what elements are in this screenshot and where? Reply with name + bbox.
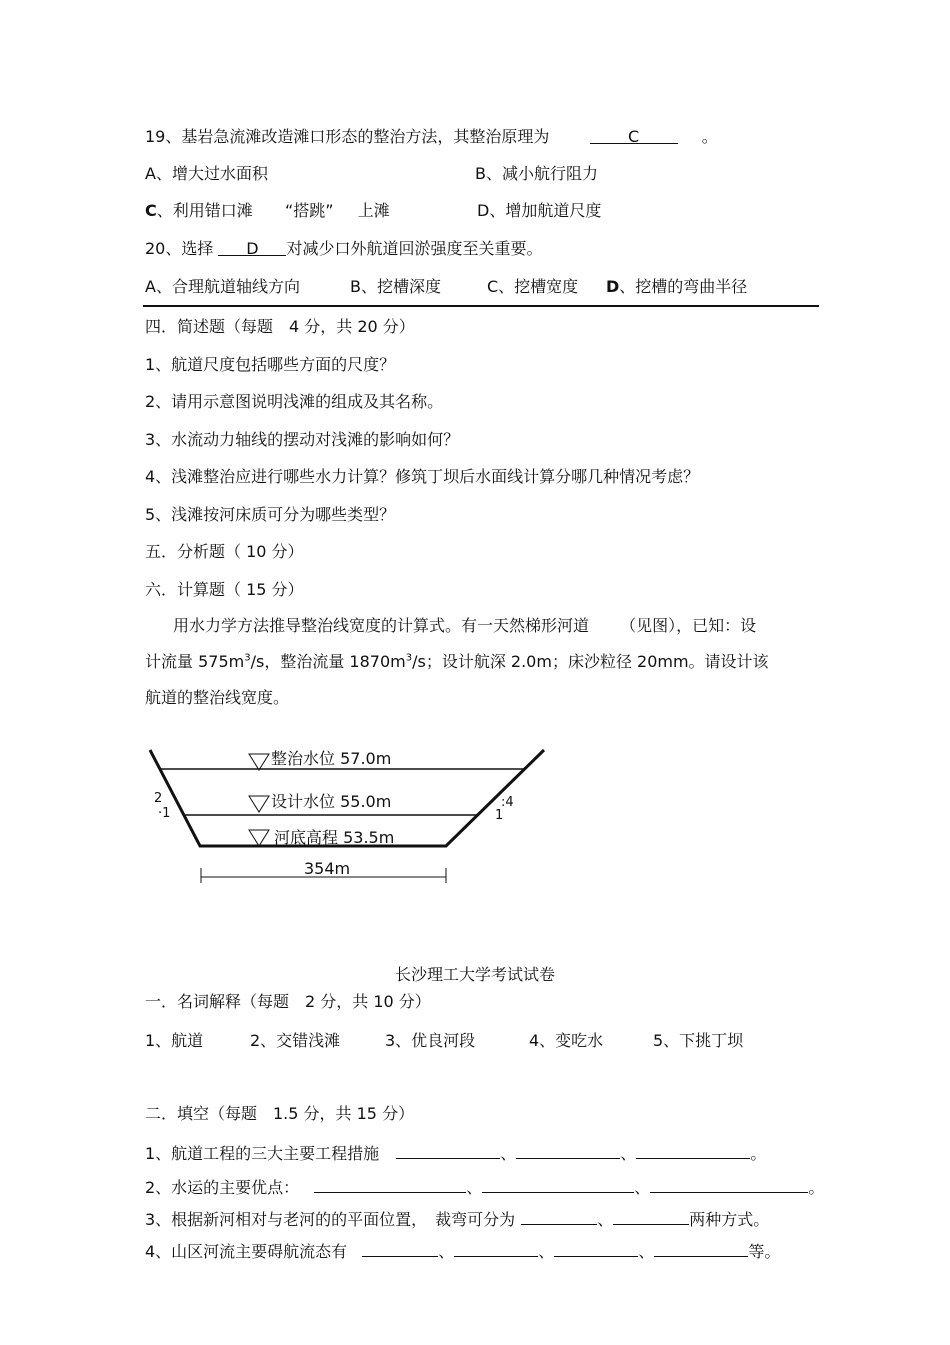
section-divider xyxy=(143,305,819,307)
fill-blank xyxy=(314,1176,466,1193)
fill-question-3-tail: 两种方式。 xyxy=(689,1210,770,1229)
section6-p1b: （见图），已知：设 xyxy=(620,616,757,635)
fill-blank xyxy=(516,1142,620,1159)
q19-option-c xyxy=(145,201,390,221)
end-mark: 。 xyxy=(808,1178,825,1197)
q19-stem-line xyxy=(145,127,718,147)
fill-question-4-tail: 等。 xyxy=(748,1242,781,1261)
term-4: 4、变吃水 xyxy=(529,1031,604,1050)
fill-blank xyxy=(482,1176,634,1193)
section4-item-3: 3、水流动力轴线的摆动对浅滩的影响如何？ xyxy=(145,430,460,449)
level-marker-icon xyxy=(249,754,269,770)
section4-item-2: 2、请用示意图说明浅滩的组成及其名称。 xyxy=(145,392,444,411)
section6-p2b: /s，整治流量 1870m xyxy=(250,652,406,671)
channel-cross-section-figure xyxy=(140,740,560,890)
separator: 、 xyxy=(466,1178,483,1197)
superscript-3: 3 xyxy=(244,652,251,664)
label-regulation-level: 整治水位 57.0m xyxy=(271,749,392,768)
label-design-level: 设计水位 55.0m xyxy=(271,792,392,811)
term-3: 3、优良河段 xyxy=(385,1031,476,1050)
fill-blank xyxy=(636,1142,750,1159)
fill-question-1-text: 1、航道工程的三大主要工程措施 xyxy=(145,1144,380,1163)
section4-item-4: 4、浅滩整治应进行哪些水力计算？修筑丁坝后水面线计算分哪几种情况考虑？ xyxy=(145,467,700,486)
right-slope-top: :4 xyxy=(501,795,514,810)
q20-option-d xyxy=(606,277,747,297)
q19-option-d: D、增加航道尺度 xyxy=(477,201,602,220)
fill-blank xyxy=(654,1240,748,1257)
section6-heading: 六．计算题（ 15 分） xyxy=(145,580,304,599)
q19-answer-blank: C xyxy=(590,127,678,144)
fill-question-1 xyxy=(145,1142,766,1164)
q19-option-a: A、增大过水面积 xyxy=(145,164,268,183)
separator: 、 xyxy=(597,1210,614,1229)
section4-item-5: 5、浅滩按河床质可分为哪些类型？ xyxy=(145,505,396,524)
fill-blank xyxy=(362,1240,438,1257)
fill-blank xyxy=(454,1240,538,1257)
label-bottom-width: 354m xyxy=(304,859,351,878)
q19-option-c-quote: “搭跳” xyxy=(284,201,334,220)
fill-blank xyxy=(613,1208,689,1225)
section6-problem-line2 xyxy=(145,644,817,680)
fill-question-2-text: 2、水运的主要优点： xyxy=(145,1178,300,1197)
q20-stem-line xyxy=(145,239,542,259)
q20-option-c: C、挖槽宽度 xyxy=(487,277,579,296)
q20-stem-pre: 20、选择 xyxy=(145,239,214,258)
section6-p1: 用水力学方法推导整治线宽度的计算式。有一天然梯形河道 xyxy=(173,616,590,635)
label-bed-elevation: 河底高程 53.5m xyxy=(274,828,395,847)
level-marker-icon xyxy=(249,830,269,846)
section4-item-1: 1、航道尺度包括哪些方面的尺度？ xyxy=(145,355,396,374)
section6-problem-line3: 航道的整治线宽度。 xyxy=(145,688,290,707)
end-mark: 。 xyxy=(750,1144,767,1163)
separator: 、 xyxy=(620,1144,637,1163)
fill-question-4 xyxy=(145,1240,780,1262)
separator: 、 xyxy=(634,1178,651,1197)
q20-answer-blank: D xyxy=(218,239,286,256)
exam-title: 长沙理工大学考试试卷 xyxy=(394,965,555,984)
separator: 、 xyxy=(438,1242,455,1261)
fill-blank xyxy=(396,1142,500,1159)
q19-option-c-tail: 上滩 xyxy=(357,201,390,220)
level-marker-icon xyxy=(249,796,269,812)
separator: 、 xyxy=(500,1144,517,1163)
separator: 、 xyxy=(638,1242,655,1261)
section6-p2a: 计流量 575m xyxy=(145,652,245,671)
fill-blank xyxy=(521,1208,597,1225)
q19-stem: 19、基岩急流滩改造滩口形态的整治方法，其整治原理为 xyxy=(145,127,550,146)
exam2-section2-heading: 二．填空（每题 1.5 分，共 15 分） xyxy=(145,1104,415,1123)
q20-option-b: B、挖槽深度 xyxy=(350,277,441,296)
section6-problem xyxy=(145,608,817,716)
section6-p2c: /s；设计航深 2.0m；床沙粒径 20mm。请设计该 xyxy=(412,652,769,671)
section4-heading: 四．简述题（每题 4 分，共 20 分） xyxy=(145,317,415,336)
q20-stem-post: 对减少口外航道回淤强度至关重要。 xyxy=(286,239,543,258)
q19-option-b: B、减小航行阻力 xyxy=(475,164,598,183)
term-1: 1、航道 xyxy=(145,1031,204,1050)
left-slope-bottom: ·1 xyxy=(158,806,171,821)
fill-question-3 xyxy=(145,1208,769,1230)
fill-blank xyxy=(650,1176,808,1193)
term-2: 2、交错浅滩 xyxy=(250,1031,341,1050)
q20-option-d-text: 、挖槽的弯曲半径 xyxy=(619,277,748,296)
fill-question-3-text: 3、根据新河相对与老河的的平面位置， 裁弯可分为 xyxy=(145,1210,516,1229)
section6-problem-line1 xyxy=(145,608,817,644)
fill-question-4-text: 4、山区河流主要碍航流态有 xyxy=(145,1242,348,1261)
q19-option-c-text: 、利用错口滩 xyxy=(156,201,253,220)
left-slope-top: 2 xyxy=(154,791,163,806)
term-5: 5、下挑丁坝 xyxy=(653,1031,744,1050)
q20-option-d-letter: D xyxy=(606,277,620,296)
superscript-3: 3 xyxy=(405,652,413,664)
q19-end: 。 xyxy=(701,127,718,146)
fill-question-2 xyxy=(145,1176,824,1198)
exam2-section1-heading: 一．名词解释（每题 2 分，共 10 分） xyxy=(145,992,431,1011)
section5-heading: 五．分析题（ 10 分） xyxy=(145,542,304,561)
fill-blank xyxy=(554,1240,638,1257)
q20-option-a: A、合理航道轴线方向 xyxy=(145,277,300,296)
q19-option-c-letter: C xyxy=(145,201,157,220)
separator: 、 xyxy=(538,1242,555,1261)
right-slope-bottom: 1 xyxy=(495,808,504,823)
